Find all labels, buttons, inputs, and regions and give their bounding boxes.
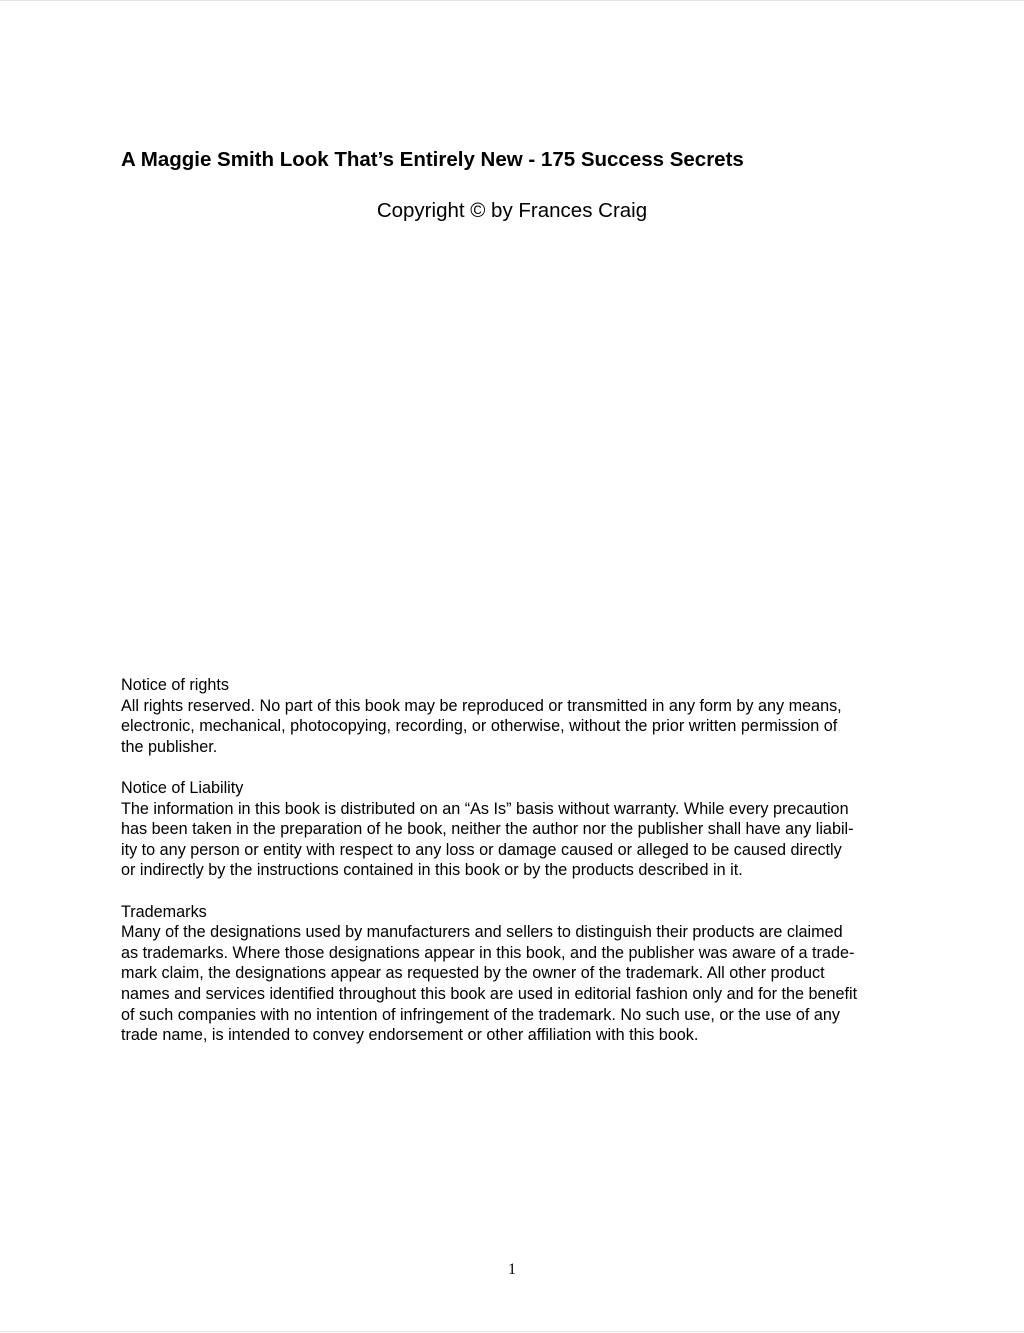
trademarks-line: mark claim, the designations appear as requested by the owner of the trademark. All other product [121, 964, 825, 983]
notice-of-liability-line: The information in this book is distributed on an “As Is” basis without warranty. While every precaution [121, 799, 849, 818]
notice-of-rights-line: the publisher. [121, 737, 218, 756]
trademarks-line: names and services identified throughout this book are used in editorial fashion only and for the benefit [121, 984, 858, 1003]
trademarks-line: of such companies with no intention of infringement of the trademark. No such use, or the use of any [121, 1005, 840, 1024]
page-bottom-edge [0, 1331, 1024, 1332]
trademarks-line: Many of the designations used by manufacturers and sellers to distinguish their products are claimed [121, 923, 843, 942]
page-number: 1 [508, 1261, 516, 1278]
notice-of-rights-line: electronic, mechanical, photocopying, recording, or otherwise, without the prior written permission of [121, 717, 838, 736]
notice-of-rights-line: All rights reserved. No part of this book may be reproduced or transmitted in any form by any means, [121, 696, 842, 715]
copyright-line: Copyright © by Frances Craig [376, 199, 648, 222]
notice-of-rights-heading: Notice of rights [121, 676, 229, 694]
notice-of-liability-heading: Notice of Liability [121, 778, 244, 797]
notice-of-rights-section [121, 675, 911, 757]
trademarks-line: as trademarks. Where those designations appear in this book, and the publisher was aware of a trade- [121, 943, 855, 962]
trademarks-line: trade name, is intended to convey endorsement or other affiliation with this book. [121, 1026, 699, 1045]
notice-of-liability-line: ity to any person or entity with respect to any loss or damage caused or alleged to be caused directly [121, 840, 842, 859]
legal-notices [121, 675, 911, 1066]
book-title: A Maggie Smith Look That’s Entirely New - 175 Success Secrets [121, 148, 744, 171]
trademarks-heading: Trademarks [121, 902, 207, 921]
trademarks-section [121, 902, 911, 1046]
page-top-edge [0, 0, 1024, 1]
notice-of-liability-line: or indirectly by the instructions contained in this book or by the products described in it. [121, 861, 743, 880]
notice-of-liability-line: has been taken in the preparation of he book, neither the author nor the publisher shall have any liabil- [121, 820, 854, 839]
notice-of-liability-section [121, 778, 911, 881]
